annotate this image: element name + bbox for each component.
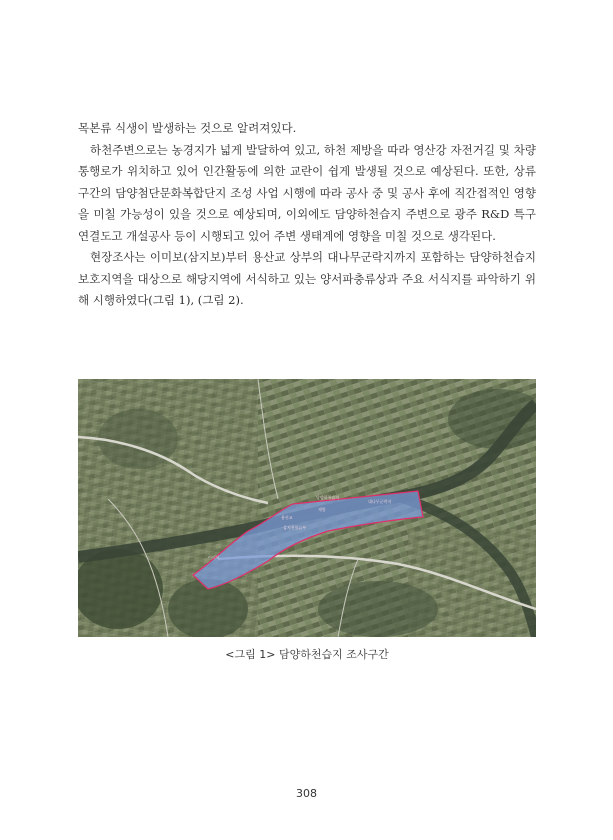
satellite-survey-map — [78, 379, 536, 637]
svg-text:담양하천습지: 담양하천습지 — [316, 495, 340, 500]
svg-text:용산교: 용산교 — [281, 515, 293, 520]
svg-text:삼지천합류부: 삼지천합류부 — [283, 525, 307, 530]
paragraph-2: 하천주변으로는 농경지가 넓게 발달하여 있고, 하천 제방을 따라 영산강 자전거길 및 차량 통행로가 위치하고 있어 인간활동에 의한 교란이 쉽게 발생될 것으로 예상된다. 또한, 상류구간의 담양첨단문화복합단지 조성 사업 시행에 따라 공사 중 및 공사 후에 직간접적인 영향을 미칠 가능성이 있을 것으로 예상되며, 이외에도 담양하천습지 주변으로 광주 R&D 특구 연결도고 개설공사 등이 시행되고 있어 주변 생태계에 영향을 미칠 것으로 생각된다. — [78, 142, 536, 243]
page-number: 308 — [296, 787, 317, 800]
svg-text:이미보: 이미보 — [208, 555, 220, 560]
body-text — [78, 118, 536, 312]
paragraph-1: 목본류 식생이 발생하는 것으로 알려져있다. — [78, 121, 297, 135]
paragraph-3: 현장조사는 이미보(삼지보)부터 용산교 상부의 대나무군락지까지 포함하는 담양하천습지 보호지역을 대상으로 해당지역에 서식하고 있는 양서파충류상과 주요 서식지를 파악하기 위해 시행하였다(그림 1), (그림 2). — [78, 250, 536, 307]
figure-caption: <그림 1> 담양하천습지 조사구간 — [225, 648, 389, 661]
svg-text:제방: 제방 — [318, 507, 326, 512]
svg-text:대나무군락지: 대나무군락지 — [368, 499, 392, 504]
